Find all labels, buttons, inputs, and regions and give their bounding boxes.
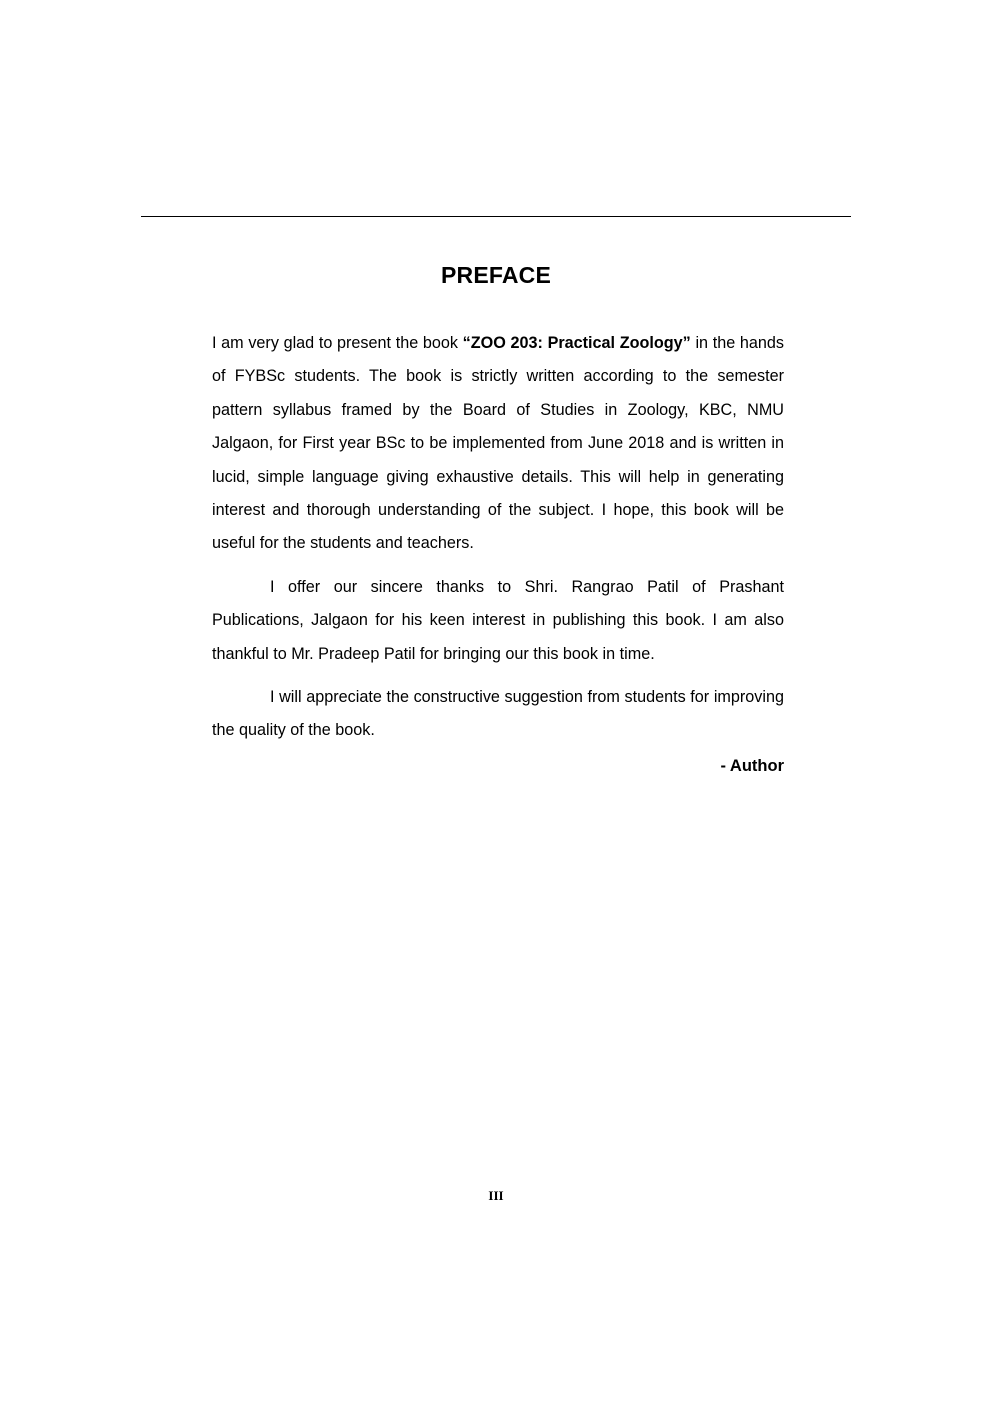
paragraph-intro-rest: in the hands of FYBSc students. The book is strictly written according to the semester pattern syllabus framed by the Board of Studies in Zoology, KBC, NMU Jalgaon, for First year BSc to be implemented from June 2018 and is written in lucid, simple language giving exhaustive details. This will help in generating interest and thorough understanding of the subject. I hope, this book will be useful for the students and teachers.	[212, 334, 784, 553]
paragraph-intro	[212, 327, 784, 561]
preface-body	[212, 327, 784, 748]
page-title: PREFACE	[440, 262, 552, 288]
author-signature: - Author	[720, 757, 784, 775]
header-rule	[141, 216, 851, 217]
paragraph-thanks: I offer our sincere thanks to Shri. Rangrao Patil of Prashant Publications, Jalgaon for his keen interest in publishing this book. I am also thankful to Mr. Pradeep Patil for bringing our this book in time.	[212, 577, 784, 663]
paragraph-suggestion: I will appreciate the constructive suggestion from students for improving the quality of the book.	[212, 688, 784, 740]
book-title: “ZOO 203: Practical Zoology”	[462, 334, 691, 352]
paragraph-intro-lead: I am very glad to present the book	[212, 334, 463, 352]
page-number: III	[488, 1188, 504, 1203]
